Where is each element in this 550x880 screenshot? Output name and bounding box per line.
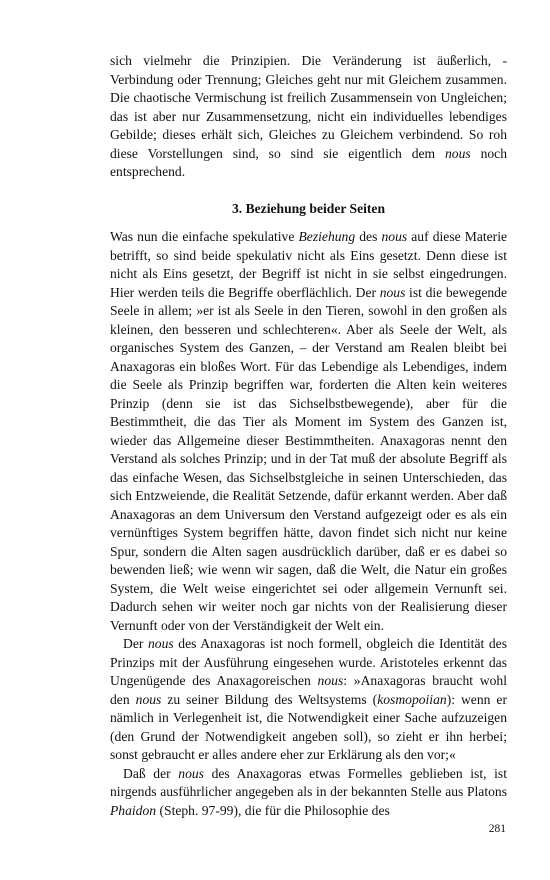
italic-term: nous	[148, 636, 174, 651]
italic-term: nous	[135, 691, 162, 707]
page-number: 281	[488, 823, 506, 835]
italic-term: nous	[379, 284, 406, 300]
paragraph	[110, 765, 507, 821]
italic-term: nous	[445, 145, 471, 161]
paragraph-text: noch entsprechend.	[110, 145, 508, 179]
paragraph-text: sich vielmehr die Prinzipien. Die Veränderung ist äußerlich, - Verbindung oder Trennung; Gleiches geht nur mit Gleichem zusammen. Die chaotische Vermischung ist freilich Zusammensein von Ungleichen; das ist aber nur Zusammensetzung, nicht ein individuelles lebendiges Gebilde; dieses erhält sich, Gleiches zu Gleichem verbindend. So roh diese Vorstellungen sind, so sind sie eigentlich dem	[110, 53, 507, 161]
paragraph-text: Was nun die einfache spekulative	[110, 229, 299, 244]
paragraph-text: ): wenn er nämlich in Verlegenheit ist, die Notwendigkeit einer Sache aufzuzeigen (den Grund der Notwendigkeit angeben soll), so zieht er ihn herbei; sonst gebraucht er alles andere eher zur Erklärung als den vor;«	[110, 691, 507, 762]
paragraph	[110, 52, 507, 182]
italic-term: kosmopoiian	[377, 691, 447, 707]
paragraph-text: des Anaxagoras ist noch formell, obgleich die Identität des Prinzips mit der Ausführung eingesehen wurde. Aristoteles erkennt das Ungenügende des Anaxagoreischen	[110, 636, 508, 688]
paragraph-text: zu seiner Bildung des Weltsystems (	[161, 691, 378, 707]
paragraph	[110, 635, 507, 765]
page-text	[110, 52, 507, 820]
paragraph-text: ist die bewegende Seele in allem; »er ist als Seele in den Tieren, sowohl in den großen als kleinen, den besseren und schlechteren«. Aber als Seele der Welt, als organisches System des Ganzen, – der Verstand am Realen bleibt bei Anaxagoras ein bloßes Wort. Für das Lebendige als Lebendiges, indem die Seele als Prinzip begriffen war, forderten die Alten kein weiteres Prinzip (denn sie ist das Sichselbstbewegende), aber für die Bestimmtheit, die das Tier als Moment im System des Ganzen ist, wieder das Allgemeine dieser Bestimmtheiten. Anaxagoras nennt den Verstand als solches Prinzip; und in der Tat muß der absolute Begriff als das einfache Wesen, das Sichselbstgleiche in seinen Unterschieden, das sich Entzweiende, die Realität Setzende, dafür erkannt werden. Aber daß Anaxagoras an dem Universum den Verstand aufgezeigt oder es als ein vernünftiges System begriffen hätte, davon findet sich nicht nur keine Spur, sondern die Alten sagen ausdrücklich darüber, daß er es dabei so bewenden ließ; wie wenn wir sagen, daß die Welt, die Natur ein großes System, die Welt weise eingerichtet sei oder allgemein Vernunft sei. Dadurch sehen wir weiter noch gar nichts von der Realisierung dieser Vernunft oder von der Verständigkeit der Welt ein.	[110, 284, 507, 633]
italic-term: Phaidon	[110, 802, 157, 818]
paragraph	[110, 228, 507, 635]
paragraph-text: Der	[123, 636, 148, 651]
italic-term: nous	[317, 673, 344, 688]
paragraph-text: : »Anaxagoras braucht wohl den	[110, 673, 507, 707]
italic-term: nous	[381, 229, 408, 244]
paragraph-text: (Steph. 97-99), die für die Philosophie des	[156, 802, 390, 818]
paragraph-text: Daß der	[123, 765, 179, 781]
italic-term: nous	[178, 765, 204, 781]
paragraph-text: des Anaxagoras etwas Formelles geblieben ist, ist nirgends ausführlicher angegeben als in der bekannten Stelle aus Platons	[110, 765, 507, 799]
paragraph-text: auf diese Materie betrifft, so sind beide spekulativ nicht als Eins gesetzt. Denn diese ist nicht als Eins gesetzt, der Begriff ist nicht in sie selbst eingedrungen. Hier werden teils die Begriffe oberflächlich. Der	[110, 229, 508, 300]
section-heading: 3. Beziehung beider Seiten	[231, 200, 386, 216]
paragraph-text: des	[355, 229, 382, 244]
italic-term: Beziehung	[298, 229, 356, 244]
